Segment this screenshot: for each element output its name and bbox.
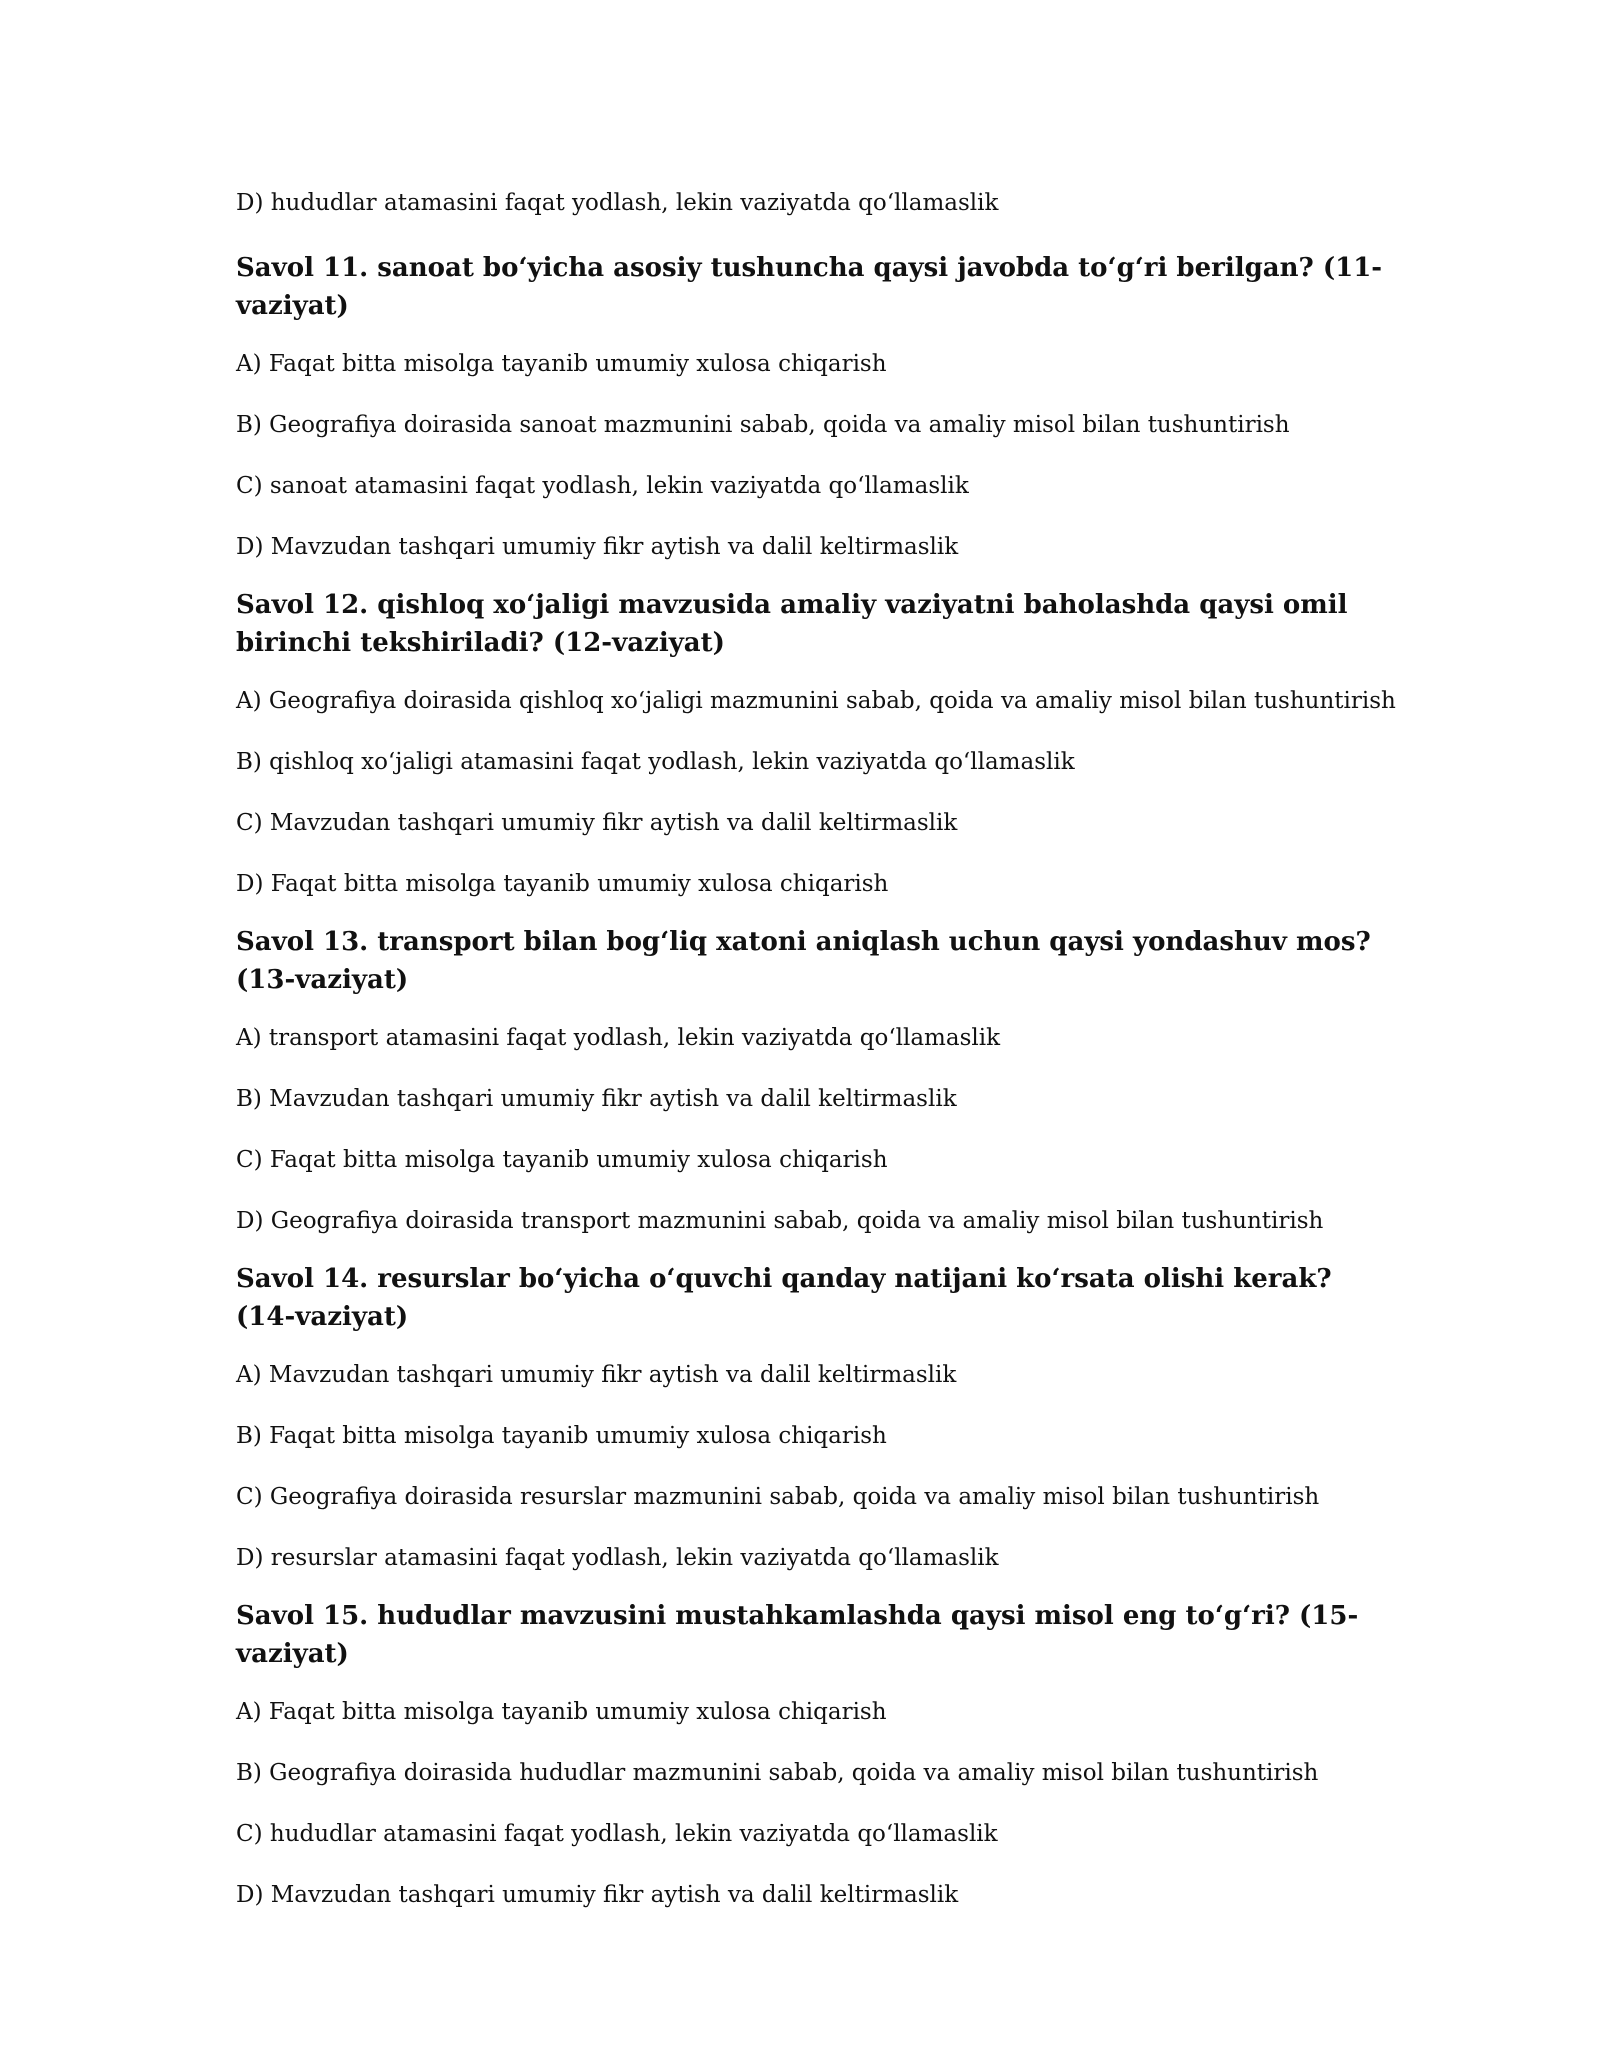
option-d: D) resurslar atamasini faqat yodlash, lekin vaziyatda qo‘llamaslik xyxy=(236,1545,999,1571)
option-d: D) Faqat bitta misolga tayanib umumiy xulosa chiqarish xyxy=(236,871,889,897)
question-15 xyxy=(236,1597,1386,1910)
lead-option: D) hududlar atamasini faqat yodlash, lekin vaziyatda qo‘llamaslik xyxy=(236,190,999,216)
question-title: Savol 12. qishloq xo‘jaligi mavzusida amaliy vaziyatni baholashda qaysi omil birinchi tekshiriladi? (12-vaziyat) xyxy=(236,590,1348,658)
option-b: B) Geografiya doirasida hududlar mazmunini sabab, qoida va amaliy misol bilan tushuntirish xyxy=(236,1760,1319,1786)
question-12 xyxy=(236,586,1396,899)
option-d: D) Geografiya doirasida transport mazmunini sabab, qoida va amaliy misol bilan tushuntirish xyxy=(236,1208,1324,1234)
option-b: B) Mavzudan tashqari umumiy fikr aytish va dalil keltirmaslik xyxy=(236,1086,957,1112)
question-14 xyxy=(236,1260,1386,1573)
question-title: Savol 14. resurslar bo‘yicha o‘quvchi qanday natijani ko‘rsata olishi kerak? (14-vaziyat) xyxy=(236,1264,1332,1332)
question-title: Savol 13. transport bilan bog‘liq xatoni aniqlash uchun qaysi yondashuv mos? (13-vaziyat) xyxy=(236,927,1371,995)
option-c: C) Faqat bitta misolga tayanib umumiy xulosa chiqarish xyxy=(236,1147,888,1173)
option-b: B) Geografiya doirasida sanoat mazmunini sabab, qoida va amaliy misol bilan tushuntirish xyxy=(236,412,1290,438)
question-11 xyxy=(236,249,1386,562)
option-a: A) Mavzudan tashqari umumiy fikr aytish va dalil keltirmaslik xyxy=(236,1362,957,1388)
option-c: C) Geografiya doirasida resurslar mazmunini sabab, qoida va amaliy misol bilan tushuntirish xyxy=(236,1484,1320,1510)
question-13 xyxy=(236,923,1386,1236)
option-b: B) Faqat bitta misolga tayanib umumiy xulosa chiqarish xyxy=(236,1423,887,1449)
question-title: Savol 15. hududlar mavzusini mustahkamlashda qaysi misol eng to‘g‘ri? (15-vaziyat) xyxy=(236,1601,1359,1669)
option-a: A) transport atamasini faqat yodlash, lekin vaziyatda qo‘llamaslik xyxy=(236,1025,1001,1051)
option-a: A) Faqat bitta misolga tayanib umumiy xulosa chiqarish xyxy=(236,351,887,377)
option-c: C) hududlar atamasini faqat yodlash, lekin vaziyatda qo‘llamaslik xyxy=(236,1821,998,1847)
option-a: A) Geografiya doirasida qishloq xo‘jaligi mazmunini sabab, qoida va amaliy misol bilan tushuntirish xyxy=(236,688,1396,714)
option-c: C) sanoat atamasini faqat yodlash, lekin vaziyatda qo‘llamaslik xyxy=(236,473,969,499)
question-title: Savol 11. sanoat bo‘yicha asosiy tushuncha qaysi javobda to‘g‘ri berilgan? (11-vaziyat) xyxy=(236,253,1383,321)
option-b: B) qishloq xo‘jaligi atamasini faqat yodlash, lekin vaziyatda qo‘llamaslik xyxy=(236,749,1075,775)
document-page xyxy=(236,188,1396,1934)
option-d: D) Mavzudan tashqari umumiy fikr aytish va dalil keltirmaslik xyxy=(236,1882,959,1908)
option-a: A) Faqat bitta misolga tayanib umumiy xulosa chiqarish xyxy=(236,1699,887,1725)
option-c: C) Mavzudan tashqari umumiy fikr aytish va dalil keltirmaslik xyxy=(236,810,958,836)
option-d: D) Mavzudan tashqari umumiy fikr aytish va dalil keltirmaslik xyxy=(236,534,959,560)
